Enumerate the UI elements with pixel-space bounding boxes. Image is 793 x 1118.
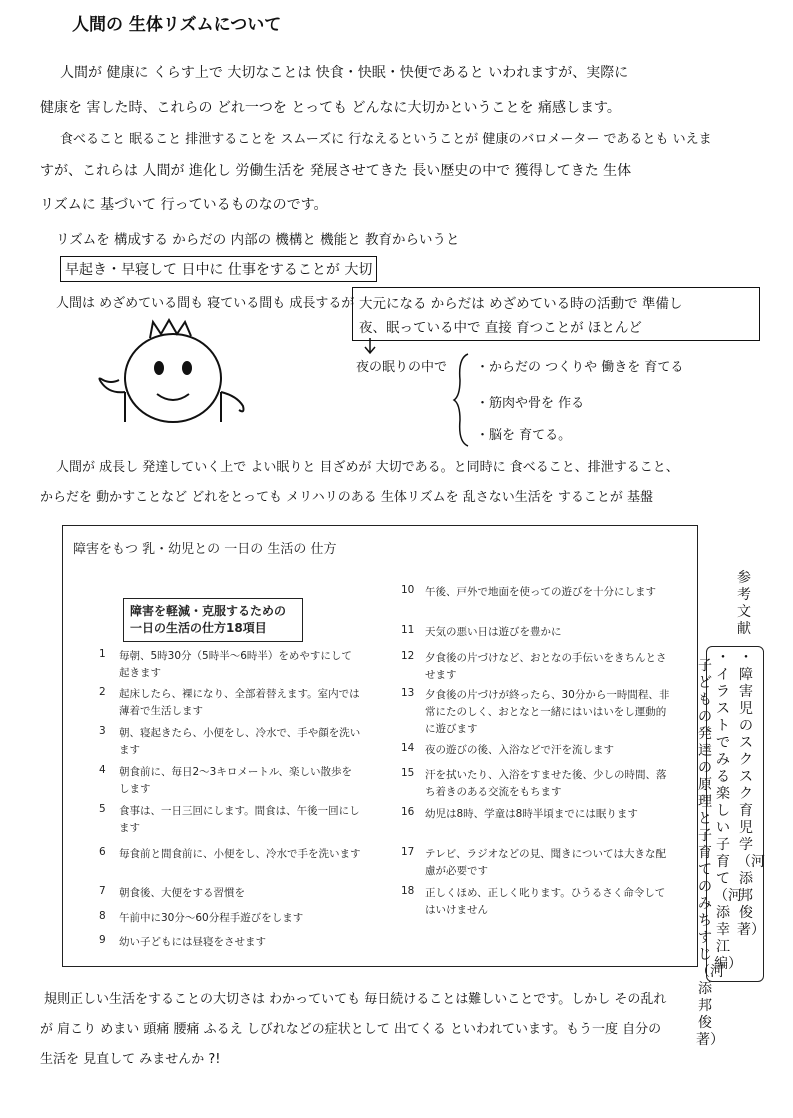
reference-3: 子どもの発達の原理と子育てのみちすじ（河添邦俊著） <box>696 658 724 1048</box>
item-number: 7 <box>99 885 106 897</box>
rhythm-line: リズムを 構成する からだの 内部の 機構と 機能と 教育からいうと <box>56 232 460 248</box>
item-text: します <box>119 783 151 795</box>
intro-line-4: すが、これらは 人間が 進化し 労働生活を 発展させてきた 長い歴史の中で 獲得してきた 生体 <box>40 163 632 179</box>
item-text: せます <box>425 669 457 681</box>
night-item-3: ・脳を 育てる。 <box>476 428 572 443</box>
item-text: 慮が必要です <box>425 865 488 877</box>
item-text: 薄着で生活します <box>119 705 203 717</box>
panel-subtitle-line-1: 障害を軽減・克服するための <box>130 604 287 618</box>
item-number: 13 <box>401 687 415 699</box>
item-text: 夕食後の片づけなど、おとなの手伝いをきちんとさ <box>425 652 667 664</box>
item-text: ます <box>119 744 140 756</box>
item-text: 天気の悪い日は遊びを豊かに <box>425 626 562 638</box>
night-label: 夜の眠りの中で <box>356 360 448 375</box>
awake-box <box>352 287 760 341</box>
panel-subtitle-box <box>123 598 303 642</box>
item-text: 起床したら、裸になり、全部着替えます。室内では <box>119 688 360 700</box>
references-label: 参考文献 <box>737 570 751 637</box>
item-number: 11 <box>401 624 415 636</box>
item-number: 14 <box>401 742 415 754</box>
item-text: ち着きのある交流をもちます <box>425 786 562 798</box>
item-number: 16 <box>401 806 415 818</box>
intro-line-2: 健康を 害した時、これらの どれ一つを とっても どんなに大切かということを 痛感します。 <box>40 100 621 116</box>
item-text: に遊びます <box>425 723 478 735</box>
item-number: 17 <box>401 846 415 858</box>
reference-2: ・イラストでみる楽しい子育て（河添幸江編） <box>714 650 742 972</box>
item-number: 15 <box>401 767 415 779</box>
item-text: 常にたのしく、おとなと一緒にはいはいをし運動的 <box>425 706 667 718</box>
item-text: ます <box>119 822 140 834</box>
item-number: 4 <box>99 764 106 776</box>
intro-line-5: リズムに 基づいて 行っているものなのです。 <box>40 197 328 213</box>
night-item-2: ・筋肉や骨を 作る <box>476 396 585 411</box>
awake-line: 人間は めざめている間も 寝ている間も 成長するが <box>56 296 355 311</box>
item-number: 1 <box>99 648 106 660</box>
item-text: 正しくほめ、正しく叱ります。ひうるさく命令して <box>425 887 666 899</box>
item-text: 毎食前と間食前に、小便をし、冷水で手を洗います <box>119 848 361 860</box>
item-text: 汗を拭いたり、入浴をすませた後、少しの時間、落 <box>425 769 667 781</box>
closing-line-3: 生活を 見直して みませんか ?! <box>40 1052 221 1067</box>
item-number: 8 <box>99 910 106 922</box>
arrow-down-icon <box>362 338 382 358</box>
item-text: 幼児は8時、学童は8時半頃までには眠ります <box>425 808 638 820</box>
night-item-2-text: 筋肉や骨を 作る <box>489 396 585 411</box>
item-text: 朝、寝起きたら、小便をし、冷水で、手や顔を洗い <box>119 727 361 739</box>
item-text: はいけません <box>425 904 488 916</box>
item-number: 6 <box>99 846 106 858</box>
item-number: 2 <box>99 686 106 698</box>
awake-box-line-1: 大元になる からだは めざめている時の活動で 準備し <box>359 296 683 312</box>
intro-line-3: 食べること 眠ること 排泄することを スムーズに 行なえるということが 健康のバロメーター であるとも いえま <box>60 132 712 147</box>
item-text: 夕食後の片づけが終ったら、30分から一時間程、非 <box>425 689 670 701</box>
closing-line-2: が 肩こり めまい 頭痛 腰痛 ふるえ しびれなどの症状として 出てくる といわれています。もう一度 自分の <box>40 1022 662 1037</box>
night-item-3-text: 脳を 育てる。 <box>489 428 572 443</box>
item-number: 3 <box>99 725 106 737</box>
item-text: 午後、戸外で地面を使っての遊びを十分にします <box>425 586 656 598</box>
page-title: 人間の 生体リズムについて <box>72 15 282 35</box>
item-text: 食事は、一日三回にします。間食は、午後一回にし <box>119 805 360 817</box>
growth-line-2: からだを 動かすことなど どれをとっても メリハリのある 生体リズムを 乱さない生活を することが 基盤 <box>40 490 654 505</box>
awake-box-line-2: 夜、眠っている中で 直接 育つことが ほとんど <box>359 320 642 336</box>
reference-1: ・障害児のスクスク育児学（河添邦俊著） <box>737 650 765 938</box>
intro-line-1: 人間が 健康に くらす上で 大切なことは 快食・快眠・快便であると いわれますが、実際に <box>60 65 629 81</box>
panel-heading: 障害をもつ 乳・幼児との 一日の 生活の 仕方 <box>73 542 337 557</box>
item-text: 朝食後、大便をする習慣を <box>119 887 245 899</box>
item-number: 5 <box>99 803 106 815</box>
brace-icon <box>452 350 472 450</box>
boxed-rule: 早起き・早寝して 日中に 仕事をすることが 大切 <box>60 256 377 282</box>
item-number: 18 <box>401 885 415 897</box>
panel-subtitle-line-2: 一日の生活の仕方18項目 <box>130 621 267 635</box>
item-number: 12 <box>401 650 415 662</box>
item-text: テレビ、ラジオなどの見、聞きについては大きな配 <box>425 848 666 860</box>
item-text: 午前中に30分～60分程手遊びをします <box>119 912 304 924</box>
closing-line-1: 規則正しい生活をすることの大切さは わかっていても 毎日続けることは難しいことです。しかし その乱れ <box>44 992 667 1007</box>
item-number: 9 <box>99 934 106 946</box>
growth-line-1: 人間が 成長し 発達していく上で よい眠りと 目ざめが 大切である。と同時に 食べること、排泄すること、 <box>56 460 679 475</box>
item-text: 幼い子どもには昼寝をさせます <box>119 936 266 948</box>
daily-routine-panel <box>62 525 698 967</box>
night-item-1: ・からだの つくりや 働きを 育てる <box>476 360 684 375</box>
item-text: 夜の遊びの後、入浴などで汗を流します <box>425 744 614 756</box>
item-text: 朝食前に、毎日2～3キロメートル、楽しい散歩を <box>119 766 353 778</box>
item-text: 毎朝、5時30分（5時半～6時半）をめやすにして <box>119 650 352 662</box>
item-number: 10 <box>401 584 415 596</box>
item-text: 起きます <box>119 667 161 679</box>
child-face-illustration <box>95 310 255 440</box>
night-item-1-text: からだの つくりや 働きを 育てる <box>489 360 684 375</box>
